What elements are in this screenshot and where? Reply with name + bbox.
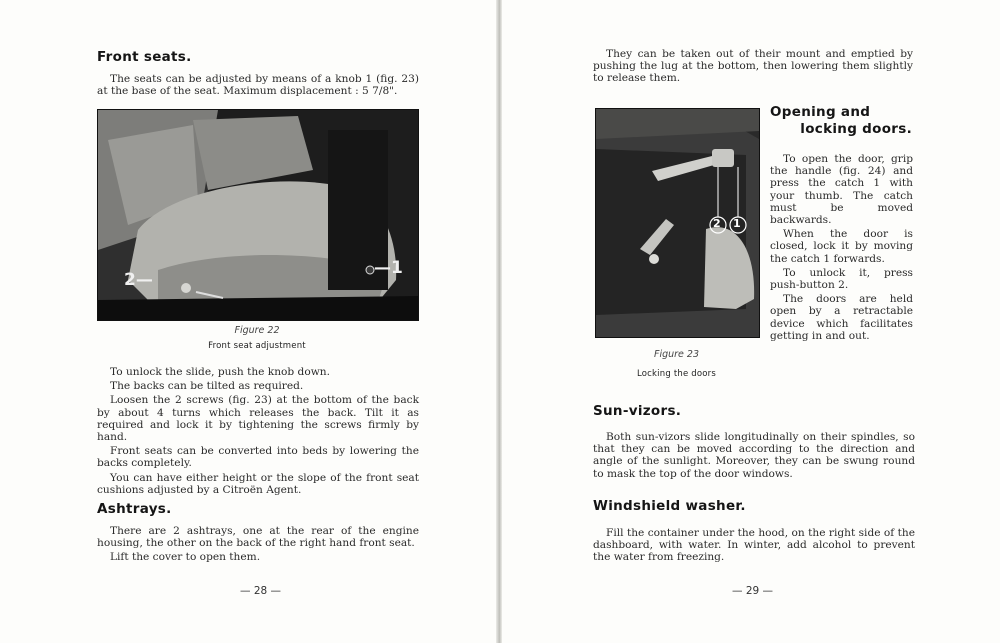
ashtrays-body [97,525,419,566]
sun-vizors-body [593,431,915,482]
front-seats-intro-text: The seats can be adjusted by means of a knob 1 (fig. 23) at the base of the seat. Maximum displacement : 5 7/8". [97,73,419,98]
page-number-28: — 28 — [240,585,282,597]
opening-body [770,153,913,344]
left-page [0,0,496,643]
windshield-washer-text: Fill the container under the hood, on the right side of the dashboard, with water. In winter, add alcohol to prevent the water from freezing. [593,527,915,564]
ashtray-continued [593,48,913,87]
body-paragraph: Loosen the 2 screws (fig. 23) at the bottom of the back by about 4 turns which releases the back. Tilt it as required and lock it by tightening the screws firmly by hand. [97,394,419,444]
right-page [502,0,1000,643]
ashtray-continued-text: They can be taken out of their mount and emptied by pushing the lug at the bottom, then lowering them slightly to release them. [593,48,913,85]
opening-heading-line1: Opening and [770,104,871,120]
sun-vizors-text: Both sun-vizors slide longitudinally on their spindles, so that they can be moved according to the direction and angle of the sunlight. Moreover, they can be swung round to mask the top of the door windows. [593,431,915,480]
figure-23-marker-2: 2 [713,217,721,230]
body-paragraph: The backs can be tilted as required. [110,380,304,393]
figure-23-caption [595,349,758,379]
figure-22-label: Figure 22 [234,325,280,336]
body-paragraph: Front seats can be converted into beds by lowering the backs completely. [97,445,419,470]
opening-heading-line2: locking doors. [800,121,912,137]
opening-heading [770,104,912,137]
front-seats-intro [97,73,419,99]
figure-22-label-2: 2— [124,270,153,290]
figure-23-photo [595,108,760,338]
body-paragraph: To unlock the slide, push the knob down. [110,366,330,378]
ashtrays-paragraph: Lift the cover to open them. [110,551,261,564]
opening-paragraph: When the door is closed, lock it by moving the catch 1 forwards. [770,228,913,265]
figure-22-caption [97,325,417,351]
figure-22-title: Front seat adjustment [208,341,306,351]
opening-paragraph: The doors are held open by a retractable device which facilitates getting in and out. [770,293,913,342]
ashtrays-paragraph: There are 2 ashtrays, one at the rear of the engine housing, the other on the back of the right hand front seat. [97,525,419,550]
figure-23-label: Figure 23 [653,349,699,360]
front-seats-heading: Front seats. [97,49,192,65]
figure-22-photo [97,109,419,321]
figure-23-title: Locking the doors [637,369,716,379]
figure-23-marker-1: 1 [733,217,741,230]
sun-vizors-heading: Sun-vizors. [593,403,682,419]
windshield-washer-heading: Windshield washer. [593,498,746,514]
windshield-washer-body [593,527,915,566]
front-seats-body [97,366,419,498]
body-paragraph: You can have either height or the slope of the front seat cushions adjusted by a Citroën Agent. [97,471,419,496]
opening-paragraph: To unlock it, press push-button 2. [770,266,913,292]
opening-paragraph: To open the door, grip the handle (fig. 24) and press the catch 1 with your thumb. The catch must be moved backwards. [770,153,913,227]
figure-22-label-1: —1 [374,258,403,278]
page-number-29: — 29 — [732,585,774,597]
ashtrays-heading: Ashtrays. [97,501,172,517]
